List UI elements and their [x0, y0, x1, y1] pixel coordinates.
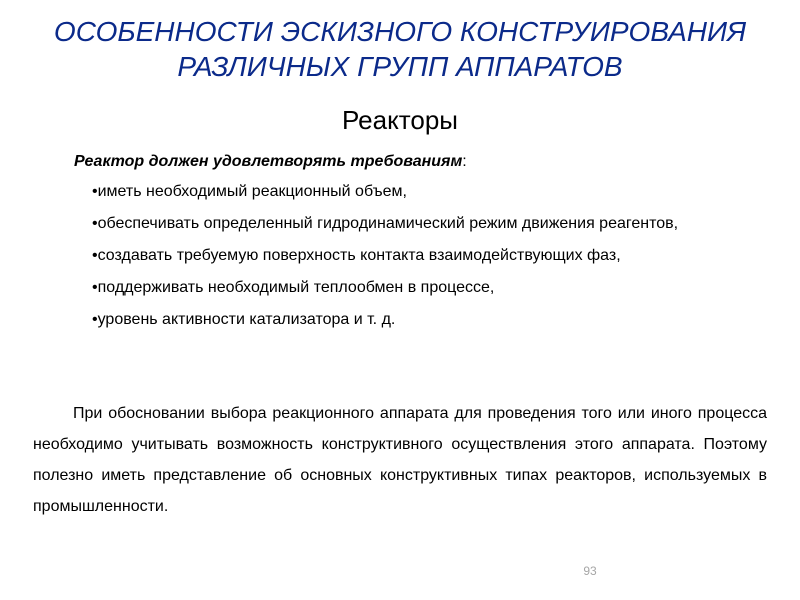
slide-title — [0, 14, 800, 84]
requirement-item: •создавать требуемую поверхность контакта взаимодействующих фаз, — [92, 247, 621, 264]
page-number: 93 — [583, 564, 597, 578]
requirements-intro — [74, 152, 467, 172]
requirements-list — [52, 180, 768, 340]
requirement-item: •уровень активности катализатора и т. д. — [92, 311, 396, 328]
requirement-item: •иметь необходимый реакционный объем, — [92, 183, 407, 200]
requirement-item: •обеспечивать определенный гидродинамический режим движения реагентов, — [92, 215, 679, 232]
requirement-item: •поддерживать необходимый теплообмен в процессе, — [92, 279, 495, 296]
section-heading: Реакторы — [341, 105, 458, 135]
requirements-intro-colon: : — [462, 153, 467, 170]
slide-title-line-2: РАЗЛИЧНЫХ ГРУПП АППАРАТОВ — [177, 51, 623, 82]
requirements-intro-text: Реактор должен удовлетворять требованиям — [74, 153, 463, 170]
body-paragraph: При обосновании выбора реакционного аппарата для проведения того или иного процесса необходимо учитывать возможность конструктивного осуществления этого аппарата. Поэтому полезно иметь представление об основных конструктивных типах реакторов, используемых в промышленности. — [33, 405, 767, 515]
slide-title-line-1: ОСОБЕННОСТИ ЭСКИЗНОГО КОНСТРУИРОВАНИЯ — [53, 16, 747, 47]
